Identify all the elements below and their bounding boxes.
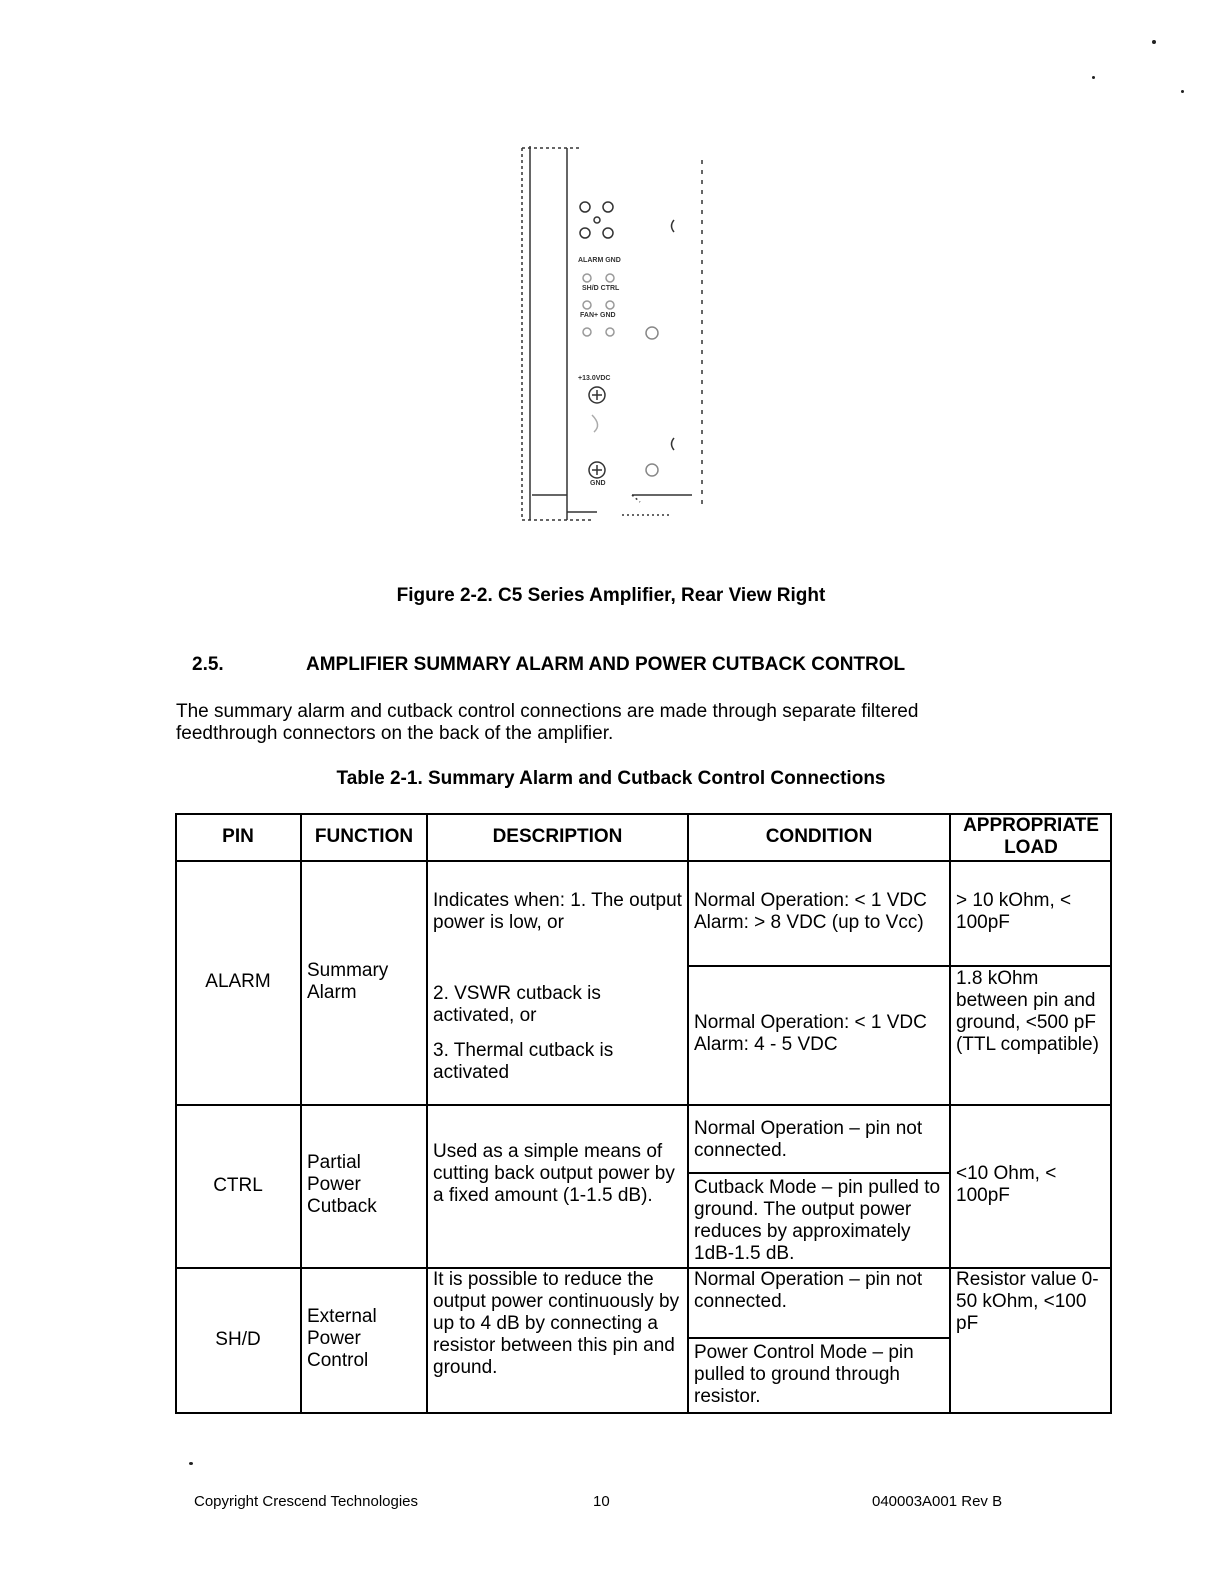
- shd-condition-1: Normal Operation – pin not connected.: [694, 1269, 923, 1312]
- footer-doc-id: 040003A001 Rev B: [872, 1493, 1003, 1510]
- shd-load: Resistor value 0-50 kOhm, <100 pF: [956, 1269, 1099, 1334]
- alarm-condition-1: Normal Operation: < 1 VDC Alarm: > 8 VDC (up to Vcc): [694, 890, 927, 933]
- alarm-function: Summary Alarm: [307, 960, 389, 1003]
- svg-text:+13.0VDC: +13.0VDC: [578, 375, 611, 382]
- alarm-load-2: 1.8 kOhm between pin and ground, <500 pF (TTL compatible): [956, 968, 1099, 1055]
- ctrl-description: Used as a simple means of cutting back output power by a fixed amount (1-1.5 dB).: [433, 1141, 675, 1206]
- svg-text:GND: GND: [590, 480, 606, 487]
- header-appropriate-load: APPROPRIATE LOAD: [963, 815, 1099, 858]
- header-description: DESCRIPTION: [492, 826, 623, 847]
- alarm-description-1: Indicates when: 1. The output power is low, or: [433, 890, 682, 933]
- ctrl-condition-1: Normal Operation – pin not connected.: [694, 1118, 923, 1161]
- ctrl-load: <10 Ohm, < 100pF: [956, 1163, 1057, 1206]
- scan-speck: [1152, 40, 1156, 44]
- section-title: AMPLIFIER SUMMARY ALARM AND POWER CUTBACK CONTROL: [306, 654, 906, 675]
- amplifier-rear-panel-drawing: [512, 140, 712, 530]
- alarm-pin: ALARM: [205, 971, 271, 992]
- ctrl-function: Partial Power Cutback: [307, 1152, 377, 1217]
- alarm-description-3: 3. Thermal cutback is activated: [433, 1040, 614, 1083]
- table-caption: Table 2-1. Summary Alarm and Cutback Control Connections: [336, 768, 886, 789]
- alarm-load-1: > 10 kOhm, < 100pF: [956, 890, 1072, 933]
- amplifier-rear-view-figure: [512, 140, 712, 530]
- svg-text:ALARM GND: ALARM GND: [578, 257, 621, 264]
- connections-table: [175, 813, 1112, 1414]
- header-pin: PIN: [222, 826, 254, 847]
- header-function: FUNCTION: [314, 826, 414, 847]
- scan-speck: [1092, 76, 1095, 79]
- shd-description: It is possible to reduce the output power continuously by up to 4 dB by connecting a resistor between this pin and ground.: [433, 1269, 680, 1378]
- shd-pin: SH/D: [215, 1329, 261, 1350]
- footer-page-number: 10: [593, 1493, 610, 1510]
- shd-function: External Power Control: [307, 1306, 377, 1371]
- section-paragraph: The summary alarm and cutback control connections are made through separate filtered feedthrough connectors on the back of the amplifier.: [176, 701, 919, 744]
- shd-condition-2: Power Control Mode – pin pulled to ground through resistor.: [694, 1342, 914, 1407]
- ctrl-pin: CTRL: [213, 1175, 263, 1196]
- scan-speck: [1181, 90, 1184, 93]
- alarm-condition-2: Normal Operation: < 1 VDC Alarm: 4 - 5 VDC: [694, 1012, 927, 1055]
- header-condition: CONDITION: [765, 826, 873, 847]
- ctrl-condition-2: Cutback Mode – pin pulled to ground. The output power reduces by approximately 1dB-1.5 dB.: [694, 1177, 941, 1264]
- svg-text:SH/D CTRL: SH/D CTRL: [582, 285, 620, 292]
- figure-caption: Figure 2-2. C5 Series Amplifier, Rear View Right: [396, 585, 826, 606]
- alarm-description-2: 2. VSWR cutback is activated, or: [433, 983, 601, 1026]
- section-number: 2.5.: [192, 654, 224, 675]
- scan-speck: [189, 1462, 193, 1465]
- footer-copyright: Copyright Crescend Technologies: [194, 1493, 419, 1510]
- svg-text:FAN+ GND: FAN+ GND: [580, 312, 616, 319]
